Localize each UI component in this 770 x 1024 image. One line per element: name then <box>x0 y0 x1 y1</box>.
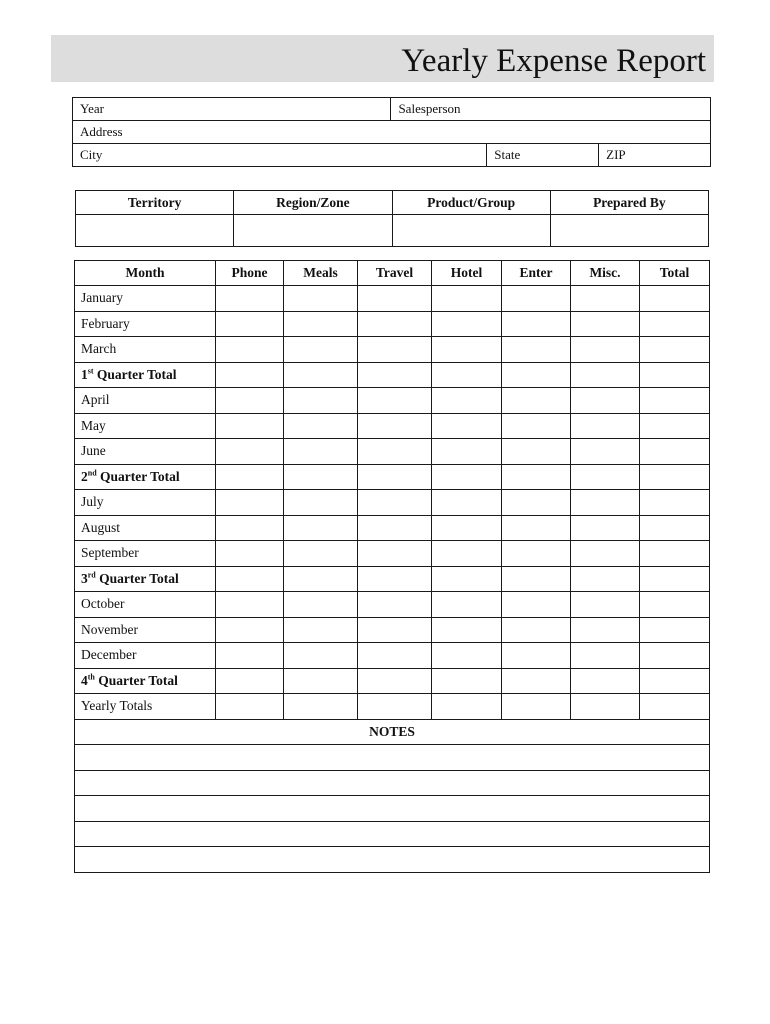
expense-input-cell[interactable] <box>571 515 640 541</box>
expense-input-cell[interactable] <box>358 311 432 337</box>
expense-input-cell[interactable] <box>571 694 640 720</box>
expense-input-cell[interactable] <box>432 388 502 414</box>
expense-input-cell[interactable] <box>358 668 432 694</box>
expense-input-cell[interactable] <box>571 439 640 465</box>
notes-heading: NOTES <box>75 719 710 745</box>
expense-input-cell[interactable] <box>284 311 358 337</box>
expense-input-cell[interactable] <box>284 515 358 541</box>
ordinal-suffix: rd <box>87 570 96 580</box>
row-label <box>75 617 216 643</box>
expense-input-cell[interactable] <box>432 515 502 541</box>
row-label <box>75 388 216 414</box>
expense-input-cell[interactable] <box>502 439 571 465</box>
notes-line[interactable] <box>75 821 710 847</box>
row-label <box>75 337 216 363</box>
row-label <box>75 566 216 592</box>
row-label-text: December <box>81 647 137 663</box>
expense-column-header: Phone <box>216 261 284 286</box>
expense-input-cell[interactable] <box>358 617 432 643</box>
expense-input-cell[interactable] <box>571 388 640 414</box>
expense-input-cell[interactable] <box>640 515 710 541</box>
ordinal-suffix: th <box>87 672 95 682</box>
row-label <box>75 694 216 720</box>
territory-header: Region/Zone <box>234 191 392 215</box>
row-label <box>75 439 216 465</box>
expense-input-cell[interactable] <box>432 337 502 363</box>
expense-input-cell[interactable] <box>216 413 284 439</box>
row-label <box>75 668 216 694</box>
expense-input-cell[interactable] <box>358 337 432 363</box>
row-label-text: Yearly Totals <box>81 698 153 714</box>
expense-input-cell[interactable] <box>284 337 358 363</box>
table-row <box>75 617 710 643</box>
expense-input-cell[interactable] <box>502 592 571 618</box>
year-field[interactable]: Year <box>73 98 391 121</box>
expense-input-cell[interactable] <box>284 490 358 516</box>
expense-input-cell[interactable] <box>640 464 710 490</box>
expense-input-cell[interactable] <box>432 311 502 337</box>
expense-input-cell[interactable] <box>571 592 640 618</box>
row-label <box>75 490 216 516</box>
expense-input-cell[interactable] <box>358 286 432 312</box>
expense-input-cell[interactable] <box>432 541 502 567</box>
expense-input-cell[interactable] <box>358 541 432 567</box>
expense-input-cell[interactable] <box>358 643 432 669</box>
city-field[interactable]: City <box>73 144 487 167</box>
notes-line-row <box>75 770 710 796</box>
table-row <box>75 337 710 363</box>
expense-input-cell[interactable] <box>432 490 502 516</box>
territory-table <box>75 190 709 247</box>
expense-input-cell[interactable] <box>640 668 710 694</box>
territory-header: Prepared By <box>550 191 708 215</box>
expense-input-cell[interactable] <box>284 362 358 388</box>
expense-input-cell[interactable] <box>502 464 571 490</box>
territory-input-cell[interactable] <box>76 215 234 247</box>
expense-input-cell[interactable] <box>640 439 710 465</box>
expense-input-cell[interactable] <box>284 566 358 592</box>
expense-input-cell[interactable] <box>284 388 358 414</box>
title-bar <box>51 35 714 82</box>
expense-input-cell[interactable] <box>216 311 284 337</box>
expense-input-cell[interactable] <box>571 541 640 567</box>
expense-input-cell[interactable] <box>358 413 432 439</box>
row-label-text: November <box>81 621 138 637</box>
table-row <box>75 668 710 694</box>
table-row <box>75 311 710 337</box>
table-row <box>75 643 710 669</box>
row-label <box>75 362 216 388</box>
expense-input-cell[interactable] <box>571 337 640 363</box>
expense-input-cell[interactable] <box>284 617 358 643</box>
ordinal-suffix: st <box>87 366 94 376</box>
expense-input-cell[interactable] <box>284 464 358 490</box>
expense-input-cell[interactable] <box>216 337 284 363</box>
expense-column-header: Meals <box>284 261 358 286</box>
notes-line[interactable] <box>75 745 710 771</box>
expense-input-cell[interactable] <box>216 566 284 592</box>
expense-input-cell[interactable] <box>216 694 284 720</box>
expense-input-cell[interactable] <box>284 668 358 694</box>
expense-input-cell[interactable] <box>502 311 571 337</box>
expense-input-cell[interactable] <box>284 643 358 669</box>
row-label-text: February <box>81 315 130 331</box>
expense-input-cell[interactable] <box>502 541 571 567</box>
expense-input-cell[interactable] <box>640 362 710 388</box>
notes-line[interactable] <box>75 770 710 796</box>
expense-input-cell[interactable] <box>571 617 640 643</box>
expense-input-cell[interactable] <box>216 617 284 643</box>
row-label <box>75 464 216 490</box>
expense-input-cell[interactable] <box>358 388 432 414</box>
expense-input-cell[interactable] <box>571 362 640 388</box>
expense-column-header: Enter <box>502 261 571 286</box>
row-label-text: Quarter Total <box>96 468 180 484</box>
expense-input-cell[interactable] <box>284 694 358 720</box>
expense-input-cell[interactable] <box>216 439 284 465</box>
expense-input-cell[interactable] <box>432 668 502 694</box>
expense-input-cell[interactable] <box>502 668 571 694</box>
expense-input-cell[interactable] <box>571 286 640 312</box>
row-label <box>75 311 216 337</box>
table-row <box>75 286 710 312</box>
expense-input-cell[interactable] <box>216 643 284 669</box>
expense-input-cell[interactable] <box>216 668 284 694</box>
expense-input-cell[interactable] <box>216 464 284 490</box>
notes-line[interactable] <box>75 847 710 873</box>
expense-input-cell[interactable] <box>432 464 502 490</box>
expense-input-cell[interactable] <box>502 413 571 439</box>
salesperson-field[interactable]: Salesperson <box>391 98 711 121</box>
expense-input-cell[interactable] <box>502 694 571 720</box>
table-row <box>75 592 710 618</box>
expense-input-cell[interactable] <box>216 362 284 388</box>
expense-column-header: Hotel <box>432 261 502 286</box>
state-field[interactable]: State <box>487 144 599 167</box>
table-row <box>75 388 710 414</box>
expense-input-cell[interactable] <box>502 617 571 643</box>
expense-table <box>74 260 710 873</box>
expense-input-cell[interactable] <box>358 464 432 490</box>
expense-column-header: Month <box>75 261 216 286</box>
page-title: Yearly Expense Report <box>401 43 706 79</box>
expense-input-cell[interactable] <box>216 592 284 618</box>
expense-input-cell[interactable] <box>640 566 710 592</box>
expense-input-cell[interactable] <box>432 286 502 312</box>
row-label <box>75 413 216 439</box>
quarter-number: 3 <box>81 570 88 586</box>
ordinal-suffix: nd <box>87 468 97 478</box>
territory-input-cell[interactable] <box>234 215 392 247</box>
table-row <box>75 413 710 439</box>
expense-column-header: Misc. <box>571 261 640 286</box>
table-row <box>75 541 710 567</box>
quarter-number: 4 <box>81 672 88 688</box>
expense-input-cell[interactable] <box>640 541 710 567</box>
expense-input-cell[interactable] <box>284 439 358 465</box>
expense-input-cell[interactable] <box>432 617 502 643</box>
expense-input-cell[interactable] <box>432 362 502 388</box>
expense-input-cell[interactable] <box>571 311 640 337</box>
territory-input-cell[interactable] <box>550 215 708 247</box>
notes-line-row <box>75 796 710 822</box>
expense-input-cell[interactable] <box>640 490 710 516</box>
notes-line-row <box>75 821 710 847</box>
row-label-text: March <box>81 341 117 357</box>
expense-input-cell[interactable] <box>640 694 710 720</box>
row-label-text: June <box>81 443 106 459</box>
expense-input-cell[interactable] <box>640 286 710 312</box>
quarter-number: 1 <box>81 366 88 382</box>
expense-input-cell[interactable] <box>502 337 571 363</box>
expense-column-header: Total <box>640 261 710 286</box>
expense-input-cell[interactable] <box>358 490 432 516</box>
quarter-number: 2 <box>81 468 88 484</box>
table-row <box>75 490 710 516</box>
expense-input-cell[interactable] <box>571 668 640 694</box>
expense-input-cell[interactable] <box>216 388 284 414</box>
row-label <box>75 592 216 618</box>
notes-line-row <box>75 745 710 771</box>
row-label-text: Quarter Total <box>93 366 177 382</box>
expense-input-cell[interactable] <box>432 592 502 618</box>
table-row <box>75 515 710 541</box>
table-row <box>75 464 710 490</box>
expense-input-cell[interactable] <box>502 515 571 541</box>
info-table <box>72 97 711 167</box>
expense-input-cell[interactable] <box>640 643 710 669</box>
expense-input-cell[interactable] <box>502 388 571 414</box>
notes-header-row <box>75 719 710 745</box>
expense-input-cell[interactable] <box>640 388 710 414</box>
row-label <box>75 515 216 541</box>
expense-input-cell[interactable] <box>216 286 284 312</box>
expense-input-cell[interactable] <box>284 413 358 439</box>
expense-input-cell[interactable] <box>358 694 432 720</box>
row-label <box>75 643 216 669</box>
expense-input-cell[interactable] <box>432 439 502 465</box>
expense-input-cell[interactable] <box>216 541 284 567</box>
expense-input-cell[interactable] <box>432 694 502 720</box>
expense-input-cell[interactable] <box>640 413 710 439</box>
expense-input-cell[interactable] <box>284 592 358 618</box>
expense-input-cell[interactable] <box>358 515 432 541</box>
expense-input-cell[interactable] <box>358 439 432 465</box>
table-row <box>75 566 710 592</box>
expense-input-cell[interactable] <box>284 286 358 312</box>
expense-input-cell[interactable] <box>571 643 640 669</box>
expense-input-cell[interactable] <box>216 515 284 541</box>
expense-input-cell[interactable] <box>432 566 502 592</box>
expense-input-cell[interactable] <box>571 490 640 516</box>
notes-line[interactable] <box>75 796 710 822</box>
territory-input-cell[interactable] <box>392 215 550 247</box>
expense-input-cell[interactable] <box>358 566 432 592</box>
expense-input-cell[interactable] <box>502 362 571 388</box>
notes-line-row <box>75 847 710 873</box>
row-label <box>75 286 216 312</box>
table-row <box>75 439 710 465</box>
expense-input-cell[interactable] <box>640 311 710 337</box>
expense-input-cell[interactable] <box>571 566 640 592</box>
expense-input-cell[interactable] <box>571 464 640 490</box>
expense-column-header: Travel <box>358 261 432 286</box>
row-label-text: October <box>81 596 125 612</box>
row-label-text: April <box>81 392 110 408</box>
expense-input-cell[interactable] <box>640 617 710 643</box>
row-label-text: Quarter Total <box>94 672 178 688</box>
row-label-text: July <box>81 494 104 510</box>
expense-input-cell[interactable] <box>502 490 571 516</box>
row-label-text: May <box>81 417 106 433</box>
row-label-text: January <box>81 290 123 306</box>
row-label-text: September <box>81 545 139 561</box>
expense-input-cell[interactable] <box>358 592 432 618</box>
expense-input-cell[interactable] <box>216 490 284 516</box>
territory-header: Product/Group <box>392 191 550 215</box>
table-row <box>75 694 710 720</box>
address-field[interactable]: Address <box>73 121 711 144</box>
table-row <box>75 362 710 388</box>
expense-input-cell[interactable] <box>571 413 640 439</box>
expense-input-cell[interactable] <box>284 541 358 567</box>
expense-input-cell[interactable] <box>358 362 432 388</box>
row-label-text: August <box>81 519 121 535</box>
expense-input-cell[interactable] <box>502 643 571 669</box>
expense-input-cell[interactable] <box>640 337 710 363</box>
expense-input-cell[interactable] <box>502 566 571 592</box>
row-label <box>75 541 216 567</box>
expense-input-cell[interactable] <box>502 286 571 312</box>
territory-header: Territory <box>76 191 234 215</box>
zip-field[interactable]: ZIP <box>599 144 711 167</box>
expense-input-cell[interactable] <box>640 592 710 618</box>
expense-input-cell[interactable] <box>432 643 502 669</box>
expense-input-cell[interactable] <box>432 413 502 439</box>
row-label-text: Quarter Total <box>95 570 179 586</box>
